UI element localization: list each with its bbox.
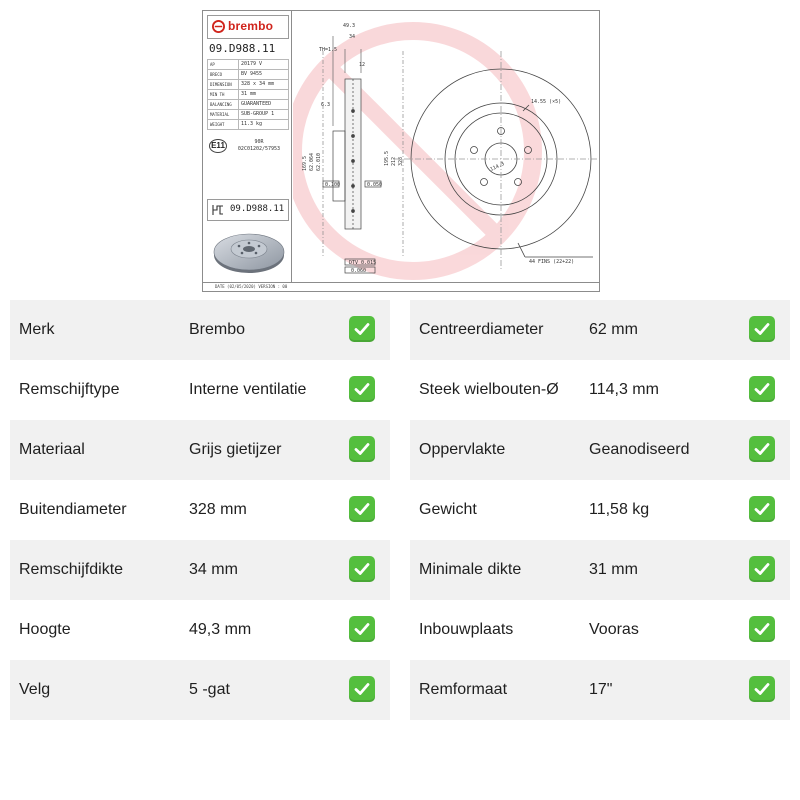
spec-row (410, 600, 790, 660)
spec-row (10, 600, 390, 660)
spec-row (10, 360, 390, 420)
check-mark-icon (749, 436, 775, 462)
drawing-spec-value: 11.3 kg (239, 120, 289, 130)
homologation-text (231, 139, 287, 153)
spec-row (10, 540, 390, 600)
drawing-spec-value: BV 9455 (239, 70, 289, 80)
drawing-spec-value: 328 x 34 mm (239, 80, 289, 90)
dim-dtv: DTV 0.015 (349, 260, 377, 266)
drawing-spec-value: 20179 V (239, 60, 289, 70)
technical-drawing (202, 10, 600, 292)
spec-value: 34 mm (189, 561, 238, 578)
spec-label: Merk (19, 321, 55, 338)
check-mark-icon (349, 616, 375, 642)
dim-th: TH=1.5 (319, 47, 338, 53)
spec-label: Remschijftype (19, 381, 120, 398)
spec-row (10, 300, 390, 360)
dim-offset: 12 (359, 62, 366, 68)
spec-value: 11,58 kg (589, 501, 650, 518)
spec-label: Oppervlakte (419, 441, 506, 458)
dim-tol1: 0.100 (325, 182, 341, 188)
spec-row (410, 540, 790, 600)
drawing-spec-key: MATERIAL (208, 110, 239, 120)
check-mark-icon (349, 316, 375, 342)
dim-hat: 6.3 (321, 102, 331, 108)
drawing-spec-key: BALANCING (208, 100, 239, 110)
check-mark-icon (349, 556, 375, 582)
spec-label: Centreerdiameter (419, 321, 544, 338)
dim-hole: 14.55 (×5) (531, 99, 562, 105)
check-mark-icon (749, 496, 775, 522)
spec-row (410, 480, 790, 540)
drawing-spec-row (208, 110, 289, 120)
specs-left-column (10, 300, 390, 720)
drawing-spec-value: 31 mm (239, 90, 289, 100)
drawing-spec-row (208, 80, 289, 90)
drawing-footer: DATE (02/05/2020) VERSION : 00 (203, 282, 600, 291)
dim-tol2: 0.050 (367, 182, 383, 188)
dim-pcd: 114.3 (489, 161, 506, 173)
spec-value: 114,3 mm (589, 381, 659, 398)
spec-label: Buitendiameter (19, 501, 127, 518)
dim-overall-height: 49.3 (343, 23, 356, 29)
spec-row (10, 480, 390, 540)
spec-label: Remformaat (419, 681, 508, 698)
dim-d1: 169.5 (302, 155, 308, 171)
spec-label: Velg (19, 681, 51, 698)
spec-value: 17" (589, 681, 613, 698)
drawing-spec-value: SUB-GROUP 1 (239, 110, 289, 120)
check-mark-icon (349, 676, 375, 702)
spec-label: Minimale dikte (419, 561, 522, 578)
check-mark-icon (349, 376, 375, 402)
dim-d5: 212 (391, 156, 397, 166)
part-number-box (207, 199, 289, 221)
drawing-spec-table (207, 59, 289, 130)
spec-label: Gewicht (419, 501, 477, 518)
drawing-spec-key: MIN TH (208, 90, 239, 100)
homologation-line-1: 90R (254, 139, 264, 145)
spec-value: 5 -gat (189, 681, 230, 698)
dim-d2: 62.064 (309, 152, 315, 171)
brake-disc-render (211, 225, 287, 277)
drawing-spec-key: WEIGHT (208, 120, 239, 130)
disc-profile-icon (211, 203, 225, 217)
disc-drawing (293, 11, 597, 291)
drawing-spec-row (208, 120, 289, 130)
drawing-spec-row (208, 60, 289, 70)
spec-value: Grijs gietijzer (189, 441, 282, 458)
dim-runout: 0.060 (351, 268, 367, 274)
check-mark-icon (349, 496, 375, 522)
spec-value: Vooras (589, 621, 639, 638)
drawing-spec-key: DIMENSION (208, 80, 239, 90)
spec-label: Steek wielbouten-Ø (419, 381, 559, 398)
spec-label: Remschijfdikte (19, 561, 124, 578)
drawing-spec-row (208, 100, 289, 110)
dim-d3: 62.010 (316, 152, 322, 171)
dim-d6: 328 (398, 156, 404, 166)
dim-thickness: 34 (349, 34, 356, 40)
part-number-box-text: 09.D988.11 (230, 204, 285, 214)
drawing-spec-row (208, 70, 289, 80)
spec-value: 31 mm (589, 561, 638, 578)
spec-row (10, 660, 390, 720)
spec-value: 328 mm (189, 501, 247, 518)
drawing-spec-row (208, 90, 289, 100)
dim-d4: 195.5 (384, 150, 390, 166)
e-mark-badge: E11 (209, 139, 227, 153)
watermark-logo (293, 31, 533, 271)
check-mark-icon (349, 436, 375, 462)
check-mark-icon (749, 316, 775, 342)
spec-row (410, 660, 790, 720)
spec-label: Hoogte (19, 621, 71, 638)
check-mark-icon (749, 676, 775, 702)
brand-logo (207, 15, 289, 39)
dim-vanes: 44 FINS (22+22) (529, 259, 575, 265)
spec-label: Materiaal (19, 441, 85, 458)
drawing-spec-key: AP (208, 60, 239, 70)
check-mark-icon (749, 616, 775, 642)
check-mark-icon (749, 556, 775, 582)
spec-value: Interne ventilatie (189, 381, 307, 398)
spec-row (410, 360, 790, 420)
drawing-spec-panel (203, 11, 292, 283)
spec-value: Geanodiseerd (589, 441, 690, 458)
spec-value: 62 mm (589, 321, 638, 338)
spec-row (10, 420, 390, 480)
spec-row (410, 300, 790, 360)
homologation-line-2: 02C01202/57953 (237, 146, 281, 152)
brembo-logo-icon (212, 20, 225, 33)
spec-label: Inbouwplaats (419, 621, 514, 638)
brand-name: brembo (228, 19, 274, 33)
drawing-spec-key: BRECO (208, 70, 239, 80)
specs-right-column (410, 300, 790, 720)
spec-value: Brembo (189, 321, 246, 338)
drawing-part-number: 09.D988.11 (209, 42, 276, 55)
drawing-spec-value: GUARANTEED (239, 100, 289, 110)
spec-value: 49,3 mm (189, 621, 252, 638)
check-mark-icon (749, 376, 775, 402)
spec-row (410, 420, 790, 480)
